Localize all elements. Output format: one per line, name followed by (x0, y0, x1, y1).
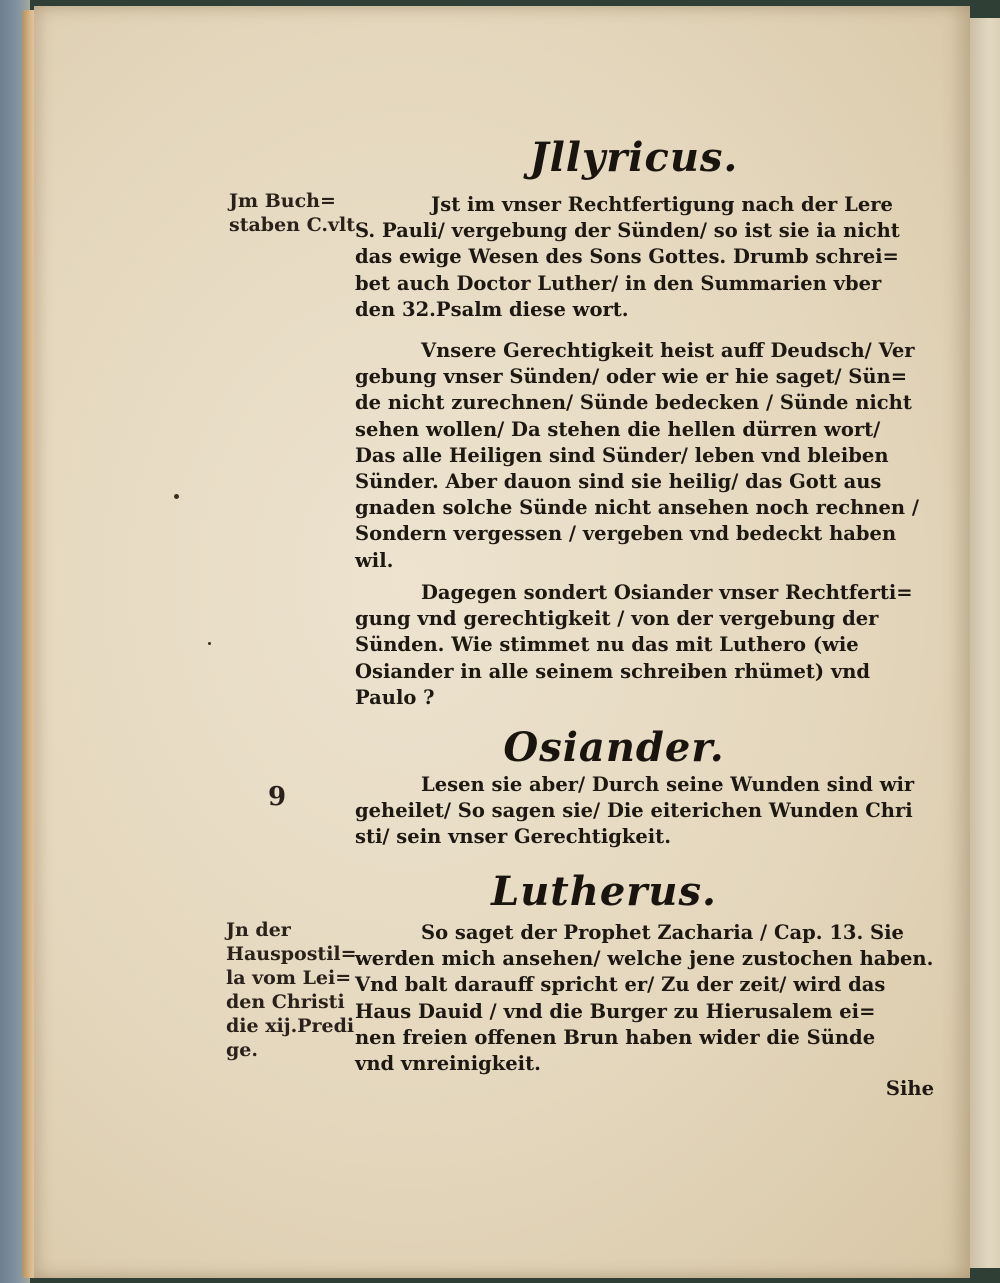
text-line: das ewige Wesen des Sons Gottes. Drumb schrei= (355, 245, 899, 269)
text-line: So saget der Prophet Zacharia / Cap. 13. Sie (421, 921, 904, 944)
text-line: Das alle Heiligen sind Sünder/ leben vnd bleiben (355, 443, 889, 467)
paragraph-4 (355, 772, 930, 851)
text-line: sti/ sein vnser Gerechtigkeit. (355, 825, 671, 849)
text-line: Sünder. Aber dauon sind sie heilig/ das Gott aus (355, 470, 882, 494)
text-line: Vnsere Gerechtigkeit heist auff Deudsch/ Ver (421, 339, 915, 362)
catchword-text: Sihe (885, 1077, 934, 1100)
margin-note-line: die xij.Predi (226, 1015, 355, 1037)
facing-page-edge (968, 18, 1000, 1268)
text-line: werden mich ansehen/ welche jene zustochen haben. (355, 947, 934, 971)
text-line: Osiander in alle seinem schreiben rhümet) vnd (355, 659, 871, 683)
text-line: sehen wollen/ Da stehen die hellen dürren wort/ (355, 417, 881, 441)
text-line: vnd vnreinigkeit. (355, 1052, 541, 1076)
margin-note-2 (226, 918, 376, 1062)
ink-speck (174, 494, 179, 499)
text-line: wil. (355, 548, 394, 572)
paragraph-2 (355, 338, 930, 574)
text-line: Jst im vnser Rechtfertigung nach der Lere (431, 193, 893, 216)
text-line: Sondern vergessen / vergeben vnd bedeckt haben (355, 522, 897, 546)
margin-marker: 9 (268, 782, 287, 812)
heading-osiander: Osiander. (503, 724, 725, 771)
margin-note-line: Jm Buch= (229, 190, 336, 212)
margin-note-line: Hauspostil= (226, 943, 357, 965)
text-line: gnaden solche Sünde nicht ansehen noch rechnen / (355, 496, 919, 520)
text-line: gebung vnser Sünden/ oder wie er hie saget/ Sün= (355, 365, 908, 389)
text-line: bet auch Doctor Luther/ in den Summarien vber (355, 271, 882, 295)
ink-speck (208, 642, 211, 645)
paragraph-1 (355, 192, 930, 323)
heading-lutherus: Lutherus. (491, 868, 717, 915)
text-line: Haus Dauid / vnd die Burger zu Hierusalem ei= (355, 999, 876, 1023)
text-line: Paulo ? (355, 685, 435, 709)
text-line: Dagegen sondert Osiander vnser Rechtferti= (421, 581, 913, 604)
text-line: Sünden. Wie stimmet nu das mit Luthero (wie (355, 633, 859, 657)
text-line: de nicht zurechnen/ Sünde bedecken / Sünde nicht (355, 391, 912, 415)
catchword (824, 1076, 934, 1102)
text-line: S. Pauli/ vergebung der Sünden/ so ist sie ia nicht (355, 219, 900, 243)
text-line: gung vnd gerechtigkeit / von der vergebung der (355, 607, 879, 631)
heading-illyricus: Jllyricus. (529, 134, 739, 181)
margin-note-line: den Christi (226, 991, 345, 1013)
text-line: nen freien offenen Brun haben wider die Sünde (355, 1025, 876, 1049)
margin-note-line: staben C.vlt (229, 214, 356, 236)
margin-note-line: la vom Lei= (226, 967, 352, 989)
text-line: Vnd balt darauff spricht er/ Zu der zeit/ wird das (355, 973, 886, 997)
text-line: den 32.Psalm diese wort. (355, 297, 629, 321)
paragraph-5 (355, 920, 934, 1077)
margin-note-line: Jn der (226, 919, 291, 941)
text-line: geheilet/ So sagen sie/ Die eiterichen Wunden Chri (355, 799, 913, 823)
text-line: Lesen sie aber/ Durch seine Wunden sind wir (421, 773, 915, 796)
margin-note-line: ge. (226, 1039, 258, 1061)
paragraph-3 (355, 580, 930, 711)
book-page (34, 6, 970, 1278)
